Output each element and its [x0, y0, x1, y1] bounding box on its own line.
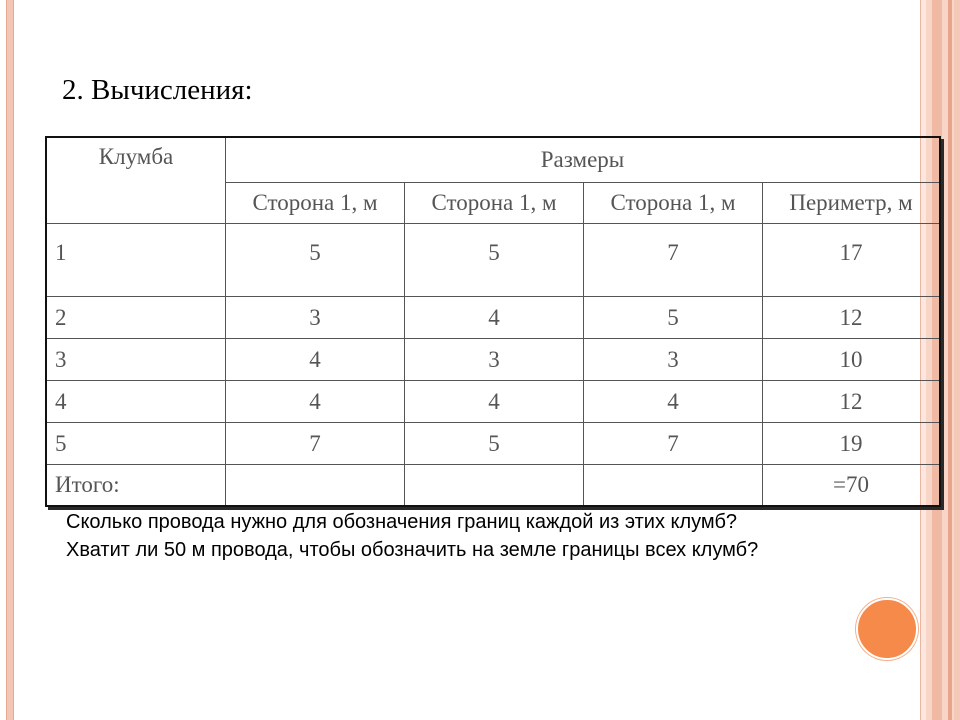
cell-side-1: 4	[226, 339, 405, 381]
table-row	[46, 224, 940, 297]
table-row	[46, 423, 940, 465]
cell-empty	[405, 465, 584, 507]
header-klumba: Клумба	[46, 137, 226, 224]
header-perimeter: Периметр, м	[763, 183, 941, 224]
cell-side-1: 3	[226, 297, 405, 339]
header-side-2: Сторона 1, м	[405, 183, 584, 224]
frame-left-border	[6, 0, 14, 720]
cell-side-3: 7	[584, 423, 763, 465]
cell-side-1: 7	[226, 423, 405, 465]
cell-side-2: 4	[405, 297, 584, 339]
decorative-circle	[856, 598, 918, 660]
frame-stripe	[954, 0, 960, 720]
header-sizes: Размеры	[226, 137, 941, 183]
cell-side-3: 5	[584, 297, 763, 339]
table-total-row	[46, 465, 940, 507]
cell-side-3: 3	[584, 339, 763, 381]
cell-bed: 2	[46, 297, 226, 339]
page-title: 2. Вычисления:	[62, 74, 253, 106]
table-header-row	[46, 137, 940, 183]
cell-side-1: 4	[226, 381, 405, 423]
cell-perimeter: 12	[763, 297, 941, 339]
header-side-3: Сторона 1, м	[584, 183, 763, 224]
cell-total-label: Итого:	[46, 465, 226, 507]
frame-stripe	[948, 0, 952, 720]
cell-side-3: 7	[584, 224, 763, 297]
cell-perimeter: 10	[763, 339, 941, 381]
cell-side-2: 5	[405, 423, 584, 465]
table-row	[46, 339, 940, 381]
flowerbeds-table	[45, 136, 941, 507]
cell-side-1: 5	[226, 224, 405, 297]
cell-empty	[584, 465, 763, 507]
cell-perimeter: 17	[763, 224, 941, 297]
cell-bed: 4	[46, 381, 226, 423]
cell-side-2: 5	[405, 224, 584, 297]
cell-side-3: 4	[584, 381, 763, 423]
question-text: Сколько провода нужно для обозначения границ каждой из этих клумб?	[66, 511, 738, 533]
cell-total-value: =70	[763, 465, 941, 507]
header-side-1: Сторона 1, м	[226, 183, 405, 224]
cell-side-2: 3	[405, 339, 584, 381]
cell-bed: 1	[46, 224, 226, 297]
cell-side-2: 4	[405, 381, 584, 423]
cell-perimeter: 19	[763, 423, 941, 465]
cell-bed: 3	[46, 339, 226, 381]
table-container	[45, 136, 941, 507]
cell-empty	[226, 465, 405, 507]
cell-bed: 5	[46, 423, 226, 465]
table-row	[46, 381, 940, 423]
cell-perimeter: 12	[763, 381, 941, 423]
question-text: Хватит ли 50 м провода, чтобы обозначить на земле границы всех клумб?	[66, 539, 759, 561]
table-row	[46, 297, 940, 339]
